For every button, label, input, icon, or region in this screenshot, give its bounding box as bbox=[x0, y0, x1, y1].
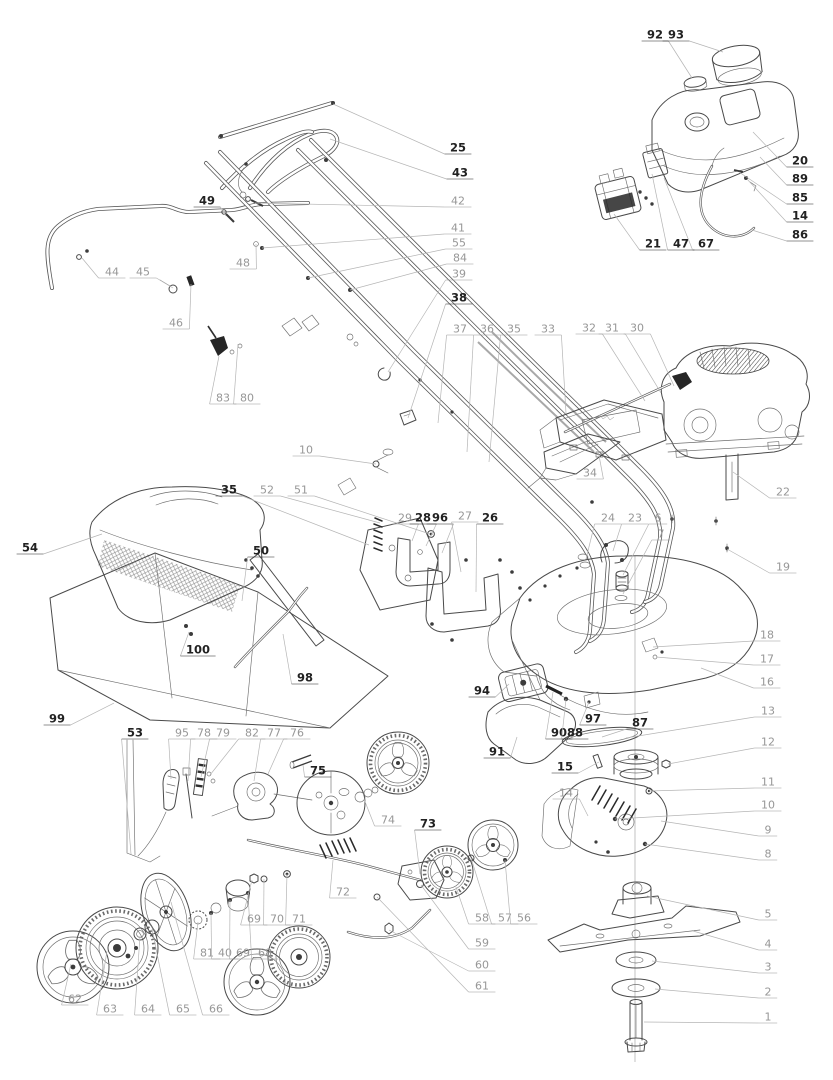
part-number-label-74: 74 bbox=[381, 813, 395, 827]
blade bbox=[548, 906, 740, 952]
part-number-label-40: 40 bbox=[218, 946, 232, 960]
part-number-label-76: 76 bbox=[290, 726, 304, 740]
part-number-label-95: 95 bbox=[175, 726, 189, 740]
leader-line bbox=[286, 874, 287, 925]
leader-line bbox=[653, 641, 754, 647]
part-number-label-22: 22 bbox=[776, 485, 790, 499]
part-number-label-67: 67 bbox=[697, 236, 715, 251]
part-number-label-15: 15 bbox=[556, 759, 574, 774]
part-number-label-50: 50 bbox=[252, 543, 270, 558]
part-number-label-61: 61 bbox=[475, 979, 489, 993]
part-number-label-85: 85 bbox=[791, 190, 809, 205]
part-number-label-56: 56 bbox=[517, 911, 531, 925]
leader-line bbox=[693, 931, 759, 950]
part-number-label-3: 3 bbox=[764, 960, 772, 974]
part-number-label-55: 55 bbox=[452, 236, 466, 250]
leader-line bbox=[330, 139, 447, 179]
leader-line bbox=[242, 557, 248, 601]
leader-line bbox=[234, 344, 238, 404]
rear-right-wheel bbox=[367, 732, 429, 794]
part-number-label-33: 33 bbox=[541, 322, 555, 336]
part-number-label-90: 90 bbox=[550, 725, 568, 740]
part-number-label-64: 64 bbox=[141, 1002, 155, 1016]
leader-line bbox=[747, 179, 787, 222]
part-number-label-5: 5 bbox=[764, 907, 772, 921]
part-number-label-34: 34 bbox=[583, 466, 597, 480]
part-number-label-73: 73 bbox=[419, 816, 437, 831]
leader-line bbox=[614, 214, 640, 250]
pulley bbox=[614, 750, 658, 779]
battery bbox=[592, 166, 642, 220]
part-number-label-99: 99 bbox=[48, 711, 66, 726]
part-number-label-46: 46 bbox=[169, 316, 183, 330]
part-number-label-94: 94 bbox=[473, 683, 491, 698]
leader-line bbox=[283, 634, 292, 684]
part-number-label-69: 69 bbox=[236, 946, 250, 960]
part-number-label-51: 51 bbox=[294, 483, 308, 497]
leader-line bbox=[727, 549, 770, 573]
blade-bolt bbox=[625, 1000, 647, 1053]
part-number-label-23: 23 bbox=[628, 511, 642, 525]
engine bbox=[565, 343, 809, 500]
leader-line bbox=[314, 496, 430, 534]
crankshaft bbox=[726, 454, 738, 500]
part-number-label-14: 14 bbox=[791, 208, 809, 223]
leader-line bbox=[156, 278, 173, 288]
part-number-label-75: 75 bbox=[309, 763, 327, 778]
leader-line bbox=[602, 334, 645, 401]
part-number-label-8: 8 bbox=[764, 847, 772, 861]
part-number-label-48: 48 bbox=[236, 256, 250, 270]
part-number-label-39: 39 bbox=[452, 267, 466, 281]
leader-line bbox=[476, 524, 477, 592]
part-number-label-10: 10 bbox=[299, 443, 313, 457]
part-number-label-44: 44 bbox=[105, 265, 119, 279]
part-number-label-81: 81 bbox=[200, 946, 214, 960]
part-number-label-82: 82 bbox=[245, 726, 259, 740]
leader-line bbox=[70, 703, 114, 725]
part-number-label-100: 100 bbox=[185, 642, 211, 657]
fuel-cap bbox=[711, 42, 765, 89]
leader-line bbox=[652, 961, 759, 973]
part-number-label-14: 14 bbox=[559, 786, 573, 800]
part-number-label-6: 6 bbox=[654, 511, 662, 525]
leader-line bbox=[438, 335, 447, 423]
leader-line bbox=[602, 729, 627, 737]
leader-line bbox=[689, 41, 723, 52]
part-number-label-29: 29 bbox=[398, 511, 412, 525]
part-number-label-25: 25 bbox=[449, 140, 467, 155]
leader-line bbox=[752, 230, 787, 241]
drive-gear-disc bbox=[132, 867, 200, 957]
part-number-label-16: 16 bbox=[760, 675, 774, 689]
part-number-label-26: 26 bbox=[481, 510, 499, 525]
part-number-label-83: 83 bbox=[216, 391, 230, 405]
leader-line bbox=[650, 334, 674, 386]
part-number-label-37: 37 bbox=[453, 322, 467, 336]
part-number-label-17: 17 bbox=[760, 652, 774, 666]
part-number-label-53: 53 bbox=[126, 725, 144, 740]
bag-frame bbox=[250, 554, 324, 646]
drive-disc bbox=[297, 771, 365, 835]
grass-catcher bbox=[50, 487, 388, 728]
part-number-label-7: 7 bbox=[657, 527, 665, 541]
part-number-label-21: 21 bbox=[644, 236, 662, 251]
part-number-label-60: 60 bbox=[475, 958, 489, 972]
part-number-label-49: 49 bbox=[198, 193, 216, 208]
leader-line bbox=[661, 821, 759, 836]
handle-brackets bbox=[338, 449, 522, 642]
part-number-label-93: 93 bbox=[667, 27, 685, 42]
wheels bbox=[37, 732, 518, 1015]
part-number-label-88: 88 bbox=[566, 725, 584, 740]
leader-line bbox=[615, 811, 755, 819]
rear-left-wheel bbox=[76, 907, 158, 989]
center-front-wheel bbox=[268, 926, 330, 988]
part-number-label-52: 52 bbox=[260, 483, 274, 497]
part-number-label-32: 32 bbox=[582, 321, 596, 335]
leader-line bbox=[510, 737, 517, 758]
leader-line bbox=[579, 799, 588, 816]
leader-line bbox=[442, 524, 453, 553]
leader-line bbox=[330, 860, 333, 898]
part-number-label-89: 89 bbox=[791, 171, 809, 186]
part-number-label-86: 86 bbox=[791, 227, 809, 242]
part-number-label-35: 35 bbox=[507, 322, 521, 336]
part-number-label-91: 91 bbox=[488, 744, 506, 759]
part-number-label-69: 69 bbox=[247, 912, 261, 926]
leader-line bbox=[268, 739, 284, 774]
part-number-label-13: 13 bbox=[761, 704, 775, 718]
leader-line bbox=[388, 280, 446, 372]
part-number-label-30: 30 bbox=[630, 321, 644, 335]
leader-line bbox=[303, 765, 305, 777]
leader-line bbox=[412, 524, 418, 541]
leader-line bbox=[210, 739, 239, 775]
part-number-label-18: 18 bbox=[760, 628, 774, 642]
part-number-label-54: 54 bbox=[21, 540, 39, 555]
part-number-label-65: 65 bbox=[176, 1002, 190, 1016]
part-number-label-27: 27 bbox=[458, 509, 472, 523]
part-number-label-98: 98 bbox=[296, 670, 314, 685]
part-number-label-4: 4 bbox=[764, 937, 772, 951]
labels-layer bbox=[17, 28, 814, 1024]
part-number-label-58: 58 bbox=[475, 911, 489, 925]
part-number-label-11: 11 bbox=[761, 775, 775, 789]
part-number-label-12: 12 bbox=[761, 735, 775, 749]
part-number-label-28: 28 bbox=[414, 510, 432, 525]
part-number-label-47: 47 bbox=[672, 236, 690, 251]
part-number-label-71: 71 bbox=[292, 912, 306, 926]
leader-line bbox=[644, 1022, 759, 1023]
part-number-label-59: 59 bbox=[475, 936, 489, 950]
leader-line bbox=[668, 748, 755, 764]
part-number-label-97: 97 bbox=[584, 711, 602, 726]
leader-line bbox=[319, 456, 376, 464]
part-number-label-84: 84 bbox=[453, 251, 467, 265]
part-number-label-57: 57 bbox=[498, 911, 512, 925]
part-number-label-72: 72 bbox=[336, 885, 350, 899]
part-number-label-35: 35 bbox=[220, 482, 238, 497]
leader-line bbox=[760, 157, 787, 185]
part-number-label-68: 68 bbox=[258, 946, 272, 960]
part-number-label-92: 92 bbox=[646, 27, 664, 42]
part-number-label-24: 24 bbox=[601, 511, 615, 525]
leader-line bbox=[415, 830, 420, 874]
part-number-label-77: 77 bbox=[267, 726, 281, 740]
part-number-label-80: 80 bbox=[240, 391, 254, 405]
part-number-label-31: 31 bbox=[605, 321, 619, 335]
leader-line bbox=[82, 258, 99, 278]
part-number-label-62: 62 bbox=[68, 992, 82, 1006]
part-number-label-87: 87 bbox=[631, 715, 649, 730]
gearbox bbox=[212, 772, 312, 820]
part-number-label-63: 63 bbox=[103, 1002, 117, 1016]
leader-line bbox=[578, 762, 599, 773]
mower-deck bbox=[488, 500, 757, 1062]
fuel-tank bbox=[652, 82, 798, 192]
rear-axle-assembly bbox=[127, 740, 444, 938]
part-number-label-96: 96 bbox=[431, 510, 449, 525]
part-number-label-43: 43 bbox=[451, 165, 469, 180]
leader-line bbox=[739, 172, 787, 204]
front-right-wheel bbox=[421, 846, 473, 898]
battery-bracket bbox=[641, 142, 668, 178]
part-number-label-66: 66 bbox=[209, 1002, 223, 1016]
leader-line bbox=[333, 104, 445, 154]
leader-line bbox=[649, 788, 755, 791]
part-number-label-9: 9 bbox=[764, 823, 772, 837]
leader-line bbox=[645, 844, 759, 860]
part-number-label-2: 2 bbox=[764, 985, 772, 999]
leader-line bbox=[701, 668, 754, 688]
part-number-label-36: 36 bbox=[480, 322, 494, 336]
part-number-label-79: 79 bbox=[216, 726, 230, 740]
part-number-label-78: 78 bbox=[197, 726, 211, 740]
leader-line bbox=[647, 896, 759, 920]
leader-line bbox=[625, 334, 661, 393]
leader-line bbox=[364, 799, 375, 826]
leader-line bbox=[242, 496, 369, 545]
leader-line bbox=[623, 524, 649, 575]
leader-line bbox=[169, 739, 171, 779]
leader-line bbox=[377, 897, 469, 992]
leader-line bbox=[189, 284, 191, 329]
fuel-tank-assembly bbox=[592, 42, 799, 236]
part-number-label-42: 42 bbox=[451, 194, 465, 208]
leader-line bbox=[280, 496, 380, 523]
part-number-label-41: 41 bbox=[451, 221, 465, 235]
leader-line bbox=[613, 524, 622, 551]
part-number-label-38: 38 bbox=[450, 290, 468, 305]
leader-line bbox=[452, 522, 461, 572]
part-number-label-45: 45 bbox=[136, 265, 150, 279]
part-number-label-70: 70 bbox=[270, 912, 284, 926]
front-wheel-cover bbox=[468, 820, 518, 870]
part-number-label-1: 1 bbox=[764, 1010, 772, 1024]
leader-line bbox=[122, 739, 131, 854]
leader-line bbox=[655, 989, 759, 998]
part-number-label-20: 20 bbox=[791, 153, 809, 168]
leader-line bbox=[194, 922, 198, 959]
leader-line bbox=[421, 885, 469, 949]
leader-line bbox=[254, 739, 261, 781]
part-number-label-19: 19 bbox=[776, 560, 790, 574]
blade-adapter bbox=[612, 882, 664, 918]
leader-line bbox=[668, 41, 692, 78]
blade-assembly bbox=[548, 882, 740, 1052]
part-number-label-10: 10 bbox=[761, 798, 775, 812]
